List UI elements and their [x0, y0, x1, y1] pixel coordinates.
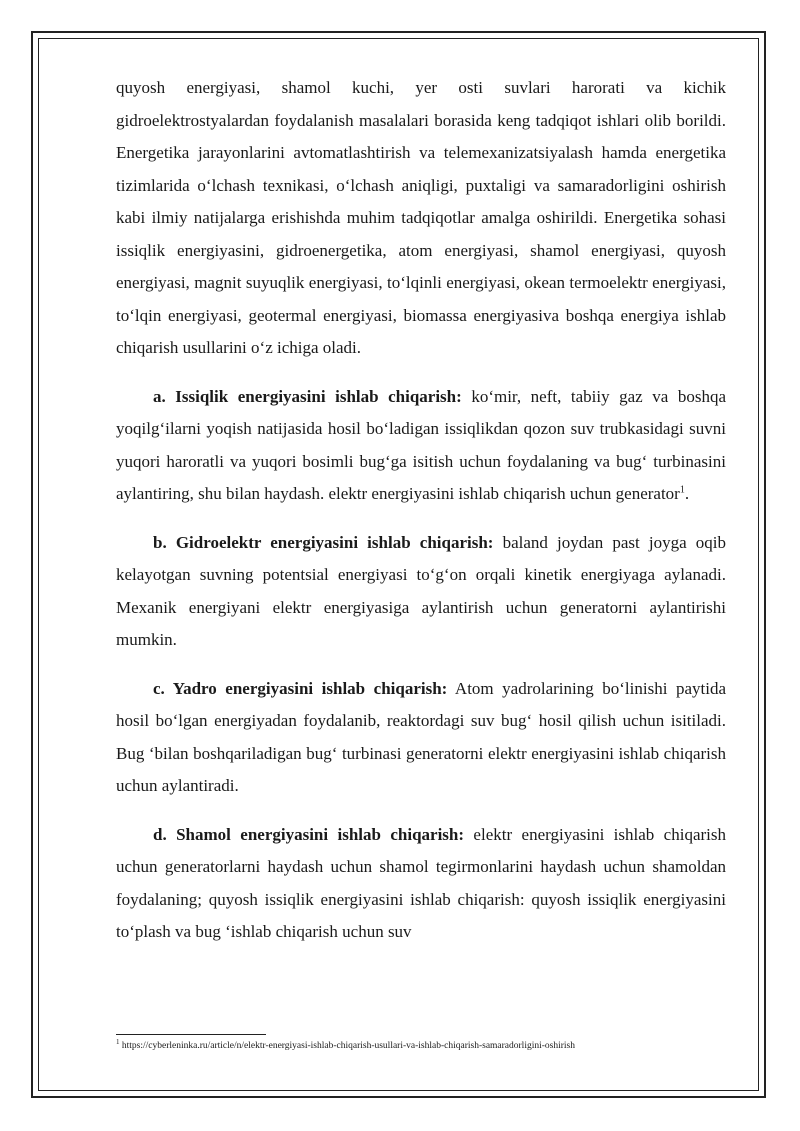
- section-d: [116, 819, 726, 949]
- section-b: [116, 527, 726, 657]
- section-c-text: Atom yadrolarining bo‘linishi paytida hosil bo‘lgan energiyadan foydalanib, reaktordagi suv bug‘ hosil qilish uchun isitiladi. Bug ‘bilan boshqariladigan bug‘ turbinasi generatorni elektr energiyasini ishlab chiqarish uchun aylantiradi.: [116, 678, 726, 795]
- section-c: [116, 673, 726, 803]
- footnote-url[interactable]: https://cyberleninka.ru/article/n/elektr-energiyasi-ishlab-chiqarish-usullari-va-ishlab-chiqarish-samaradorligini-oshirish: [119, 1041, 575, 1051]
- section-a-tail: .: [684, 484, 690, 503]
- section-d-text: elektr energiyasini ishlab chiqarish uchun generatorlarni haydash uchun shamol tegirmonlarini haydash uchun shamoldan foydalaning; quyosh issiqlik energiyasini ishlab chiqarish: quyosh issiqlik energiyasini to‘plash va bug ‘ishlab chiqarish uchun suv: [116, 824, 726, 941]
- section-b-text: baland joydan past joyga oqib kelayotgan suvning potentsial energiyasi to‘g‘on orqali kinetik energiyaga aylanadi. Mexanik energiyani elektr energiyasiga aylantirish uchun generatorni aylantirishi mumkin.: [116, 532, 726, 649]
- footnote-number: 1: [116, 1037, 120, 1046]
- footnote-separator: [116, 1034, 266, 1035]
- intro-paragraph: quyosh energiyasi, shamol kuchi, yer osti suvlari harorati va kichik gidroelektrostyalardan foydalanish masalalari borasida keng tadqiqot ishlari olib borildi. Energetika jarayonlarini avtomatlashtirish va telemexanizatsiyalash hamda energetika tizimlarida o‘lchash texnikasi, o‘lchash aniqligi, puxtaligi va samaradorligini oshirish kabi ilmiy natijalarga erishishda muhim tadqiqotlar amalga oshirildi. Energetika sohasi issiqlik energiyasini, gidroenergetika, atom energiyasi, shamol energiyasi, quyosh energiyasi, magnit suyuqlik energiyasi, to‘lqinli energiyasi, okean termoelektr energiyasi, to‘lqin energiyasi, geotermal energiyasi, biomassa energiyasiva boshqa energiya ishlab chiqarish usullarini o‘z ichiga oladi.: [116, 78, 726, 357]
- section-a-text: ko‘mir, neft, tabiiy gaz va boshqa yoqilg‘ilarni yoqish natijasida hosil bo‘ladigan issiqlikdan qozon suv trubkasidagi suvni yuqori haroratli va yuqori bosimli bug‘ga isitish uchun foydalaning va bug‘ turbinasini aylantiring, shu bilan haydash. elektr energiyasini ishlab chiqarish uchun generator: [116, 386, 726, 503]
- section-a: [116, 381, 726, 511]
- section-a-heading: a. Issiqlik energiyasini ishlab chiqarish:: [153, 386, 462, 406]
- section-b-heading: b. Gidroelektr energiyasini ishlab chiqarish:: [153, 532, 494, 552]
- footnote-reference[interactable]: 1: [679, 484, 685, 496]
- document-body: [116, 72, 726, 965]
- footnote: [116, 1037, 736, 1053]
- section-c-heading: c. Yadro energiyasini ishlab chiqarish:: [153, 678, 448, 698]
- section-d-heading: d. Shamol energiyasini ishlab chiqarish:: [153, 824, 465, 844]
